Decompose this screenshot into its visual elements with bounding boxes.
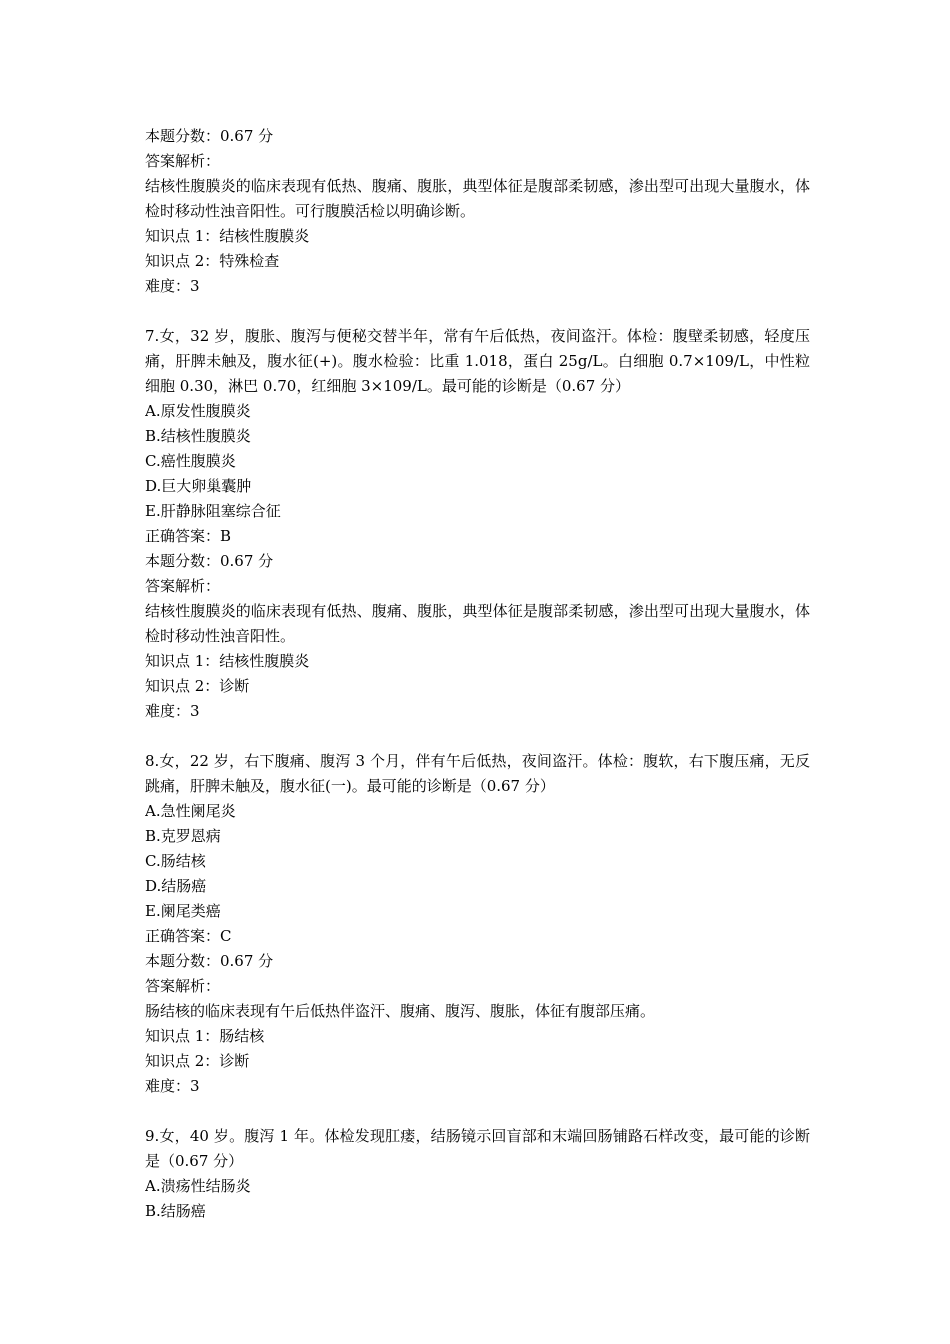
analysis-text: 结核性腹膜炎的临床表现有低热、腹痛、腹胀，典型体征是腹部柔韧感，渗出型可出现大量腹水，体检时移动性浊音阳性。可行腹膜活检以明确诊断。 bbox=[145, 177, 810, 220]
option-b: B.克罗恩病 bbox=[145, 827, 221, 845]
option-a: A.急性阑尾炎 bbox=[145, 802, 236, 820]
spacer bbox=[145, 724, 810, 749]
question-8-stem: 8.女，22 岁，右下腹痛、腹泻 3 个月，伴有午后低热，夜间盗汗。体检：腹软，右下腹压痛，无反跳痛，肝脾未触及，腹水征(一)。最可能的诊断是（0.67 分） bbox=[145, 752, 810, 795]
knowledge-point-1: 知识点 1：肠结核 bbox=[145, 1027, 265, 1045]
option-b: B.结核性腹膜炎 bbox=[145, 427, 251, 445]
difficulty-line: 难度：3 bbox=[145, 277, 200, 295]
difficulty-line: 难度：3 bbox=[145, 702, 200, 720]
knowledge-point-2: 知识点 2：诊断 bbox=[145, 1052, 250, 1070]
question-7-stem: 7.女，32 岁，腹胀、腹泻与便秘交替半年，常有午后低热，夜间盗汗。体检：腹壁柔韧感，轻度压痛，肝脾未触及，腹水征(+)。腹水检验：比重 1.018，蛋白 25g/L。白细胞 0.7×109/L，中性粒细胞 0.30，淋巴 0.70，红细胞 3×109/L。最可能的诊断是（0.67 分） bbox=[145, 327, 810, 395]
analysis-text: 结核性腹膜炎的临床表现有低热、腹痛、腹胀，典型体征是腹部柔韧感，渗出型可出现大量腹水，体检时移动性浊音阳性。 bbox=[145, 602, 810, 645]
answer-line: 正确答案：B bbox=[145, 527, 232, 545]
analysis-label: 答案解析： bbox=[145, 577, 221, 595]
score-line: 本题分数：0.67 分 bbox=[145, 952, 274, 970]
spacer bbox=[145, 299, 810, 324]
score-line: 本题分数：0.67 分 bbox=[145, 552, 274, 570]
knowledge-point-1: 知识点 1：结核性腹膜炎 bbox=[145, 227, 310, 245]
difficulty-line: 难度：3 bbox=[145, 1077, 200, 1095]
document-page bbox=[145, 124, 810, 1224]
option-b: B.结肠癌 bbox=[145, 1202, 206, 1220]
option-a: A.原发性腹膜炎 bbox=[145, 402, 251, 420]
option-d: D.结肠癌 bbox=[145, 877, 207, 895]
option-e: E.肝静脉阻塞综合征 bbox=[145, 502, 281, 520]
knowledge-point-1: 知识点 1：结核性腹膜炎 bbox=[145, 652, 310, 670]
score-line: 本题分数：0.67 分 bbox=[145, 127, 274, 145]
analysis-text: 肠结核的临床表现有午后低热伴盗汗、腹痛、腹泻、腹胀，体征有腹部压痛。 bbox=[145, 1002, 656, 1020]
analysis-label: 答案解析： bbox=[145, 977, 221, 995]
spacer bbox=[145, 1099, 810, 1124]
question-9-stem: 9.女，40 岁。腹泻 1 年。体检发现肛瘘，结肠镜示回盲部和末端回肠铺路石样改变，最可能的诊断是（0.67 分） bbox=[145, 1127, 810, 1170]
option-a: A.溃疡性结肠炎 bbox=[145, 1177, 251, 1195]
answer-line: 正确答案：C bbox=[145, 927, 232, 945]
option-d: D.巨大卵巢囊肿 bbox=[145, 477, 252, 495]
option-c: C.肠结核 bbox=[145, 852, 206, 870]
option-e: E.阑尾类癌 bbox=[145, 902, 221, 920]
knowledge-point-2: 知识点 2：特殊检查 bbox=[145, 252, 280, 270]
analysis-label: 答案解析： bbox=[145, 152, 221, 170]
knowledge-point-2: 知识点 2：诊断 bbox=[145, 677, 250, 695]
option-c: C.癌性腹膜炎 bbox=[145, 452, 236, 470]
